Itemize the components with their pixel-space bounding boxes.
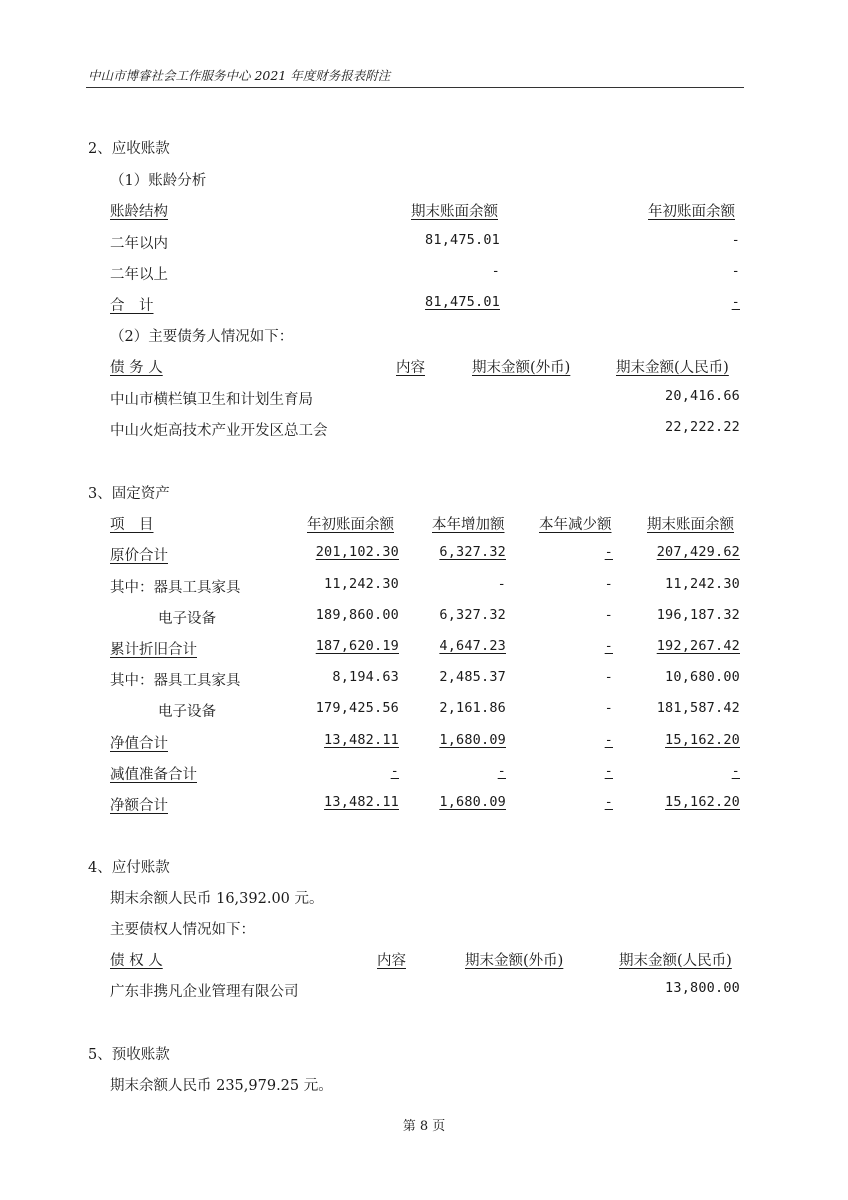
fa-row-end: 192,267.42 [656,638,740,654]
fa-col-end: 期末账面余额 [647,517,734,533]
creditor-col-rmb: 期末金额(人民币) [619,953,732,969]
fa-row-decrease: - [604,576,613,592]
fa-row-increase: 2,161.86 [439,700,506,716]
fa-row-begin: 201,102.30 [315,544,399,560]
aging-col-begin: 年初账面余额 [648,204,735,220]
fa-row-begin: 11,242.30 [324,576,399,592]
fa-row-begin: 179,425.56 [315,700,399,716]
header-rule [86,87,744,88]
section-2-heading: 2、应收账款 [88,141,170,157]
fa-row-label: 其中：器具工具家具 [110,673,241,689]
fa-row-end: 10,680.00 [665,669,740,685]
fa-row-label: 电子设备 [158,611,216,627]
fa-row-begin: 8,194.63 [332,669,399,685]
creditor-col-content: 内容 [377,953,406,969]
section-4-heading: 4、应付账款 [88,860,170,876]
fa-row-increase: 1,680.09 [439,732,506,748]
creditor-col-foreign: 期末金额(外币) [465,953,564,969]
aging-subheading: （1）账龄分析 [110,173,207,189]
creditor-col-name: 债 权 人 [110,953,163,969]
aging-row-label: 二年以内 [110,236,168,252]
aging-col-structure: 账龄结构 [110,204,168,220]
fa-row-begin: 13,482.11 [324,732,399,748]
fa-row-end: 181,587.42 [656,700,740,716]
creditor-row-name: 广东非携凡企业管理有限公司 [110,984,299,1000]
fa-row-decrease: - [604,732,613,748]
debtor-subheading: （2）主要债务人情况如下： [110,329,294,345]
section-5-heading: 5、预收账款 [88,1047,170,1063]
fa-row-end: 196,187.32 [656,607,740,623]
fa-col-increase: 本年增加额 [432,517,505,533]
aging-total-label: 合 计 [110,298,154,314]
payable-balance: 期末余额人民币 16,392.00 元。 [110,891,324,907]
fa-row-end: 11,242.30 [665,576,740,592]
fa-row-end: - [731,763,740,779]
fa-row-increase: - [497,763,506,779]
fa-row-label: 减值准备合计 [110,767,197,783]
fa-row-label: 其中：器具工具家具 [110,580,241,596]
aging-row-end: 81,475.01 [425,232,500,248]
creditor-subheading: 主要债权人情况如下： [110,922,255,938]
fa-row-end: 207,429.62 [656,544,740,560]
aging-total-end: 81,475.01 [425,294,500,310]
fa-row-increase: 1,680.09 [439,794,506,810]
fa-row-increase: 4,647.23 [439,638,506,654]
fa-row-decrease: - [604,607,613,623]
debtor-row-name: 中山火炬高技术产业开发区总工会 [110,423,328,439]
aging-col-end: 期末账面余额 [411,204,498,220]
fa-row-increase: - [497,576,506,592]
fa-row-begin: 13,482.11 [324,794,399,810]
page-header: 中山市博睿社会工作服务中心 2021 年度财务报表附注 [88,68,391,83]
fa-col-item: 项 目 [110,517,154,533]
fa-row-decrease: - [604,638,613,654]
aging-row-begin: - [731,232,740,248]
fa-row-begin: 187,620.19 [315,638,399,654]
aging-row-begin: - [731,263,740,279]
aging-total-begin: - [731,294,740,310]
fa-row-label: 净值合计 [110,736,168,752]
debtor-col-name: 债 务 人 [110,360,163,376]
fa-row-begin: - [390,763,399,779]
advance-balance: 期末余额人民币 235,979.25 元。 [110,1078,333,1094]
fa-row-label: 净额合计 [110,798,168,814]
fa-row-increase: 6,327.32 [439,607,506,623]
fa-row-increase: 6,327.32 [439,544,506,560]
fa-row-increase: 2,485.37 [439,669,506,685]
fa-row-end: 15,162.20 [665,732,740,748]
fa-row-end: 15,162.20 [665,794,740,810]
fa-row-begin: 189,860.00 [315,607,399,623]
creditor-row-rmb: 13,800.00 [665,980,740,996]
fa-col-decrease: 本年减少额 [539,517,612,533]
fa-row-decrease: - [604,544,613,560]
fa-row-decrease: - [604,794,613,810]
debtor-col-content: 内容 [396,360,425,376]
fa-row-label: 原价合计 [110,548,168,564]
fa-col-begin: 年初账面余额 [307,517,394,533]
fa-row-decrease: - [604,700,613,716]
fa-row-decrease: - [604,669,613,685]
fa-row-decrease: - [604,763,613,779]
debtor-row-rmb: 22,222.22 [665,419,740,435]
fa-row-label: 电子设备 [158,704,216,720]
debtor-row-name: 中山市横栏镇卫生和计划生育局 [110,392,313,408]
fa-row-label: 累计折旧合计 [110,642,197,658]
aging-row-label: 二年以上 [110,267,168,283]
debtor-row-rmb: 20,416.66 [665,388,740,404]
debtor-col-rmb: 期末金额(人民币) [616,360,729,376]
page-number: 第 8 页 [402,1119,446,1134]
debtor-col-foreign: 期末金额(外币) [472,360,571,376]
aging-row-end: - [491,263,500,279]
section-3-heading: 3、固定资产 [88,486,170,502]
